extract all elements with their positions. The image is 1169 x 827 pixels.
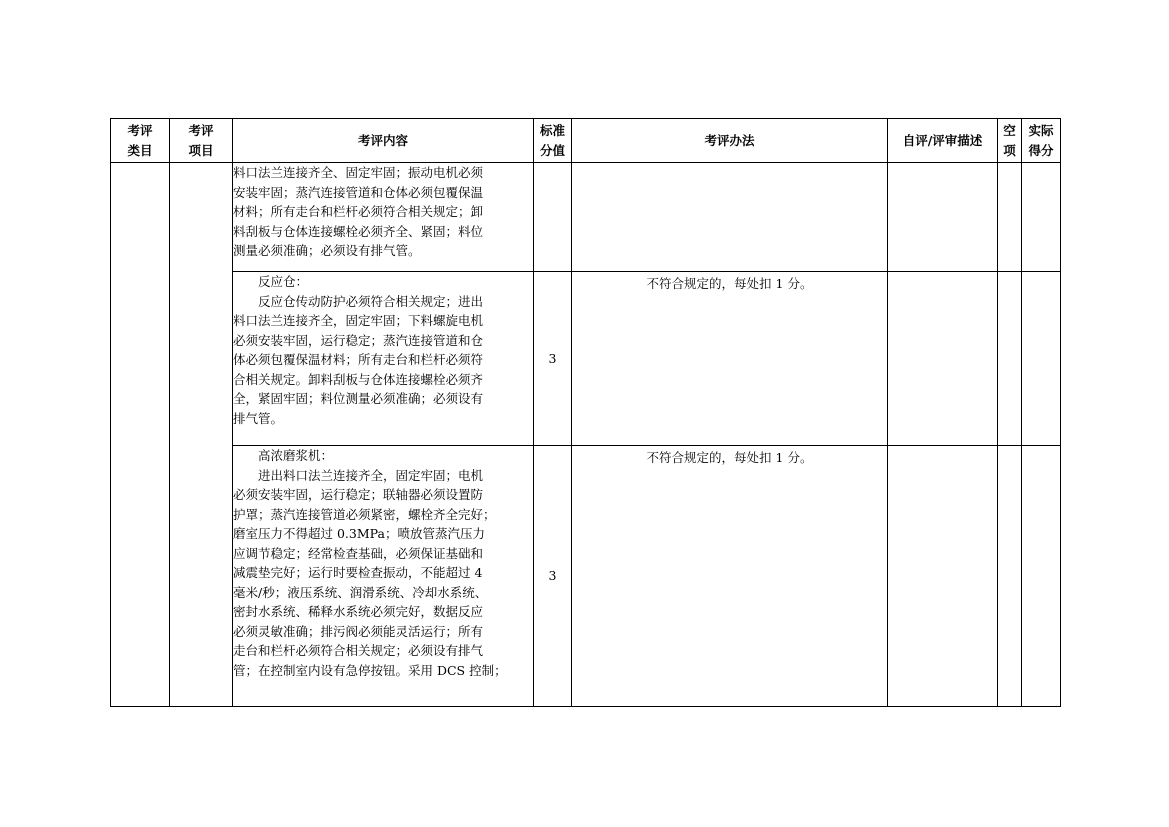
actual-score-cell <box>1022 446 1061 707</box>
header-blank: 空 项 <box>998 119 1022 163</box>
self-evaluation-cell <box>888 163 998 272</box>
content-cell: 反应仓： 反应仓传动防护必须符合相关规定；进出 料口法兰连接齐全，固定牢固；下料螺旋电机 必须安装牢固，运行稳定；蒸汽连接管道和仓 体必须包覆保温材料；所有走台和栏杆必须符 合相关规定。卸料刮板与仓体连接螺栓必须齐 全，紧固牢固；料位测量必须准确；必须设有 排气管。 <box>233 272 534 446</box>
self-evaluation-cell <box>888 446 998 707</box>
category-cell <box>111 163 170 707</box>
header-method: 考评办法 <box>572 119 888 163</box>
content-cell: 高浓磨浆机： 进出料口法兰连接齐全，固定牢固；电机 必须安装牢固，运行稳定；联轴器必须设置防 护罩；蒸汽连接管道必须紧密，螺栓齐全完好； 磨室压力不得超过 0.3MPa；喷放管蒸汽压力 应调节稳定；经常检查基础，必须保证基础和 减震垫完好；运行时要检查振动，不能超过 4 毫米/秒；液压系统、润滑系统、冷却水系统、 密封水系统、稀释水系统必须完好，数据反应 必须灵敏准确；排污阀必须能灵活运行；所有 走台和栏杆必须符合相关规定；必须设有排气 管；在控制室内设有急停按钮。采用 DCS 控制； <box>233 446 534 707</box>
blank-cell <box>998 163 1022 272</box>
blank-cell <box>998 272 1022 446</box>
header-item: 考评 项目 <box>170 119 233 163</box>
self-evaluation-cell <box>888 272 998 446</box>
actual-score-cell <box>1022 272 1061 446</box>
method-cell <box>572 163 888 272</box>
content-cell: 料口法兰连接齐全、固定牢固；振动电机必须 安装牢固；蒸汽连接管道和仓体必须包覆保温 材料；所有走台和栏杆必须符合相关规定；卸 料刮板与仓体连接螺栓必须齐全、紧固；料位 测量必须准确；必须设有排气管。 <box>233 163 534 272</box>
evaluation-table <box>110 118 1061 707</box>
item-cell <box>170 163 233 707</box>
score-cell <box>534 163 572 272</box>
method-cell: 不符合规定的，每处扣 1 分。 <box>572 272 888 446</box>
actual-score-cell <box>1022 163 1061 272</box>
table-row <box>111 272 1061 446</box>
blank-cell <box>998 446 1022 707</box>
header-actual-score: 实际 得分 <box>1022 119 1061 163</box>
header-content: 考评内容 <box>233 119 534 163</box>
score-cell: 3 <box>534 446 572 707</box>
header-row <box>111 119 1061 163</box>
score-cell: 3 <box>534 272 572 446</box>
header-category: 考评 类目 <box>111 119 170 163</box>
header-self-evaluation: 自评/评审描述 <box>888 119 998 163</box>
table-row <box>111 446 1061 707</box>
method-cell: 不符合规定的，每处扣 1 分。 <box>572 446 888 707</box>
header-score: 标准 分值 <box>534 119 572 163</box>
table-row <box>111 163 1061 272</box>
